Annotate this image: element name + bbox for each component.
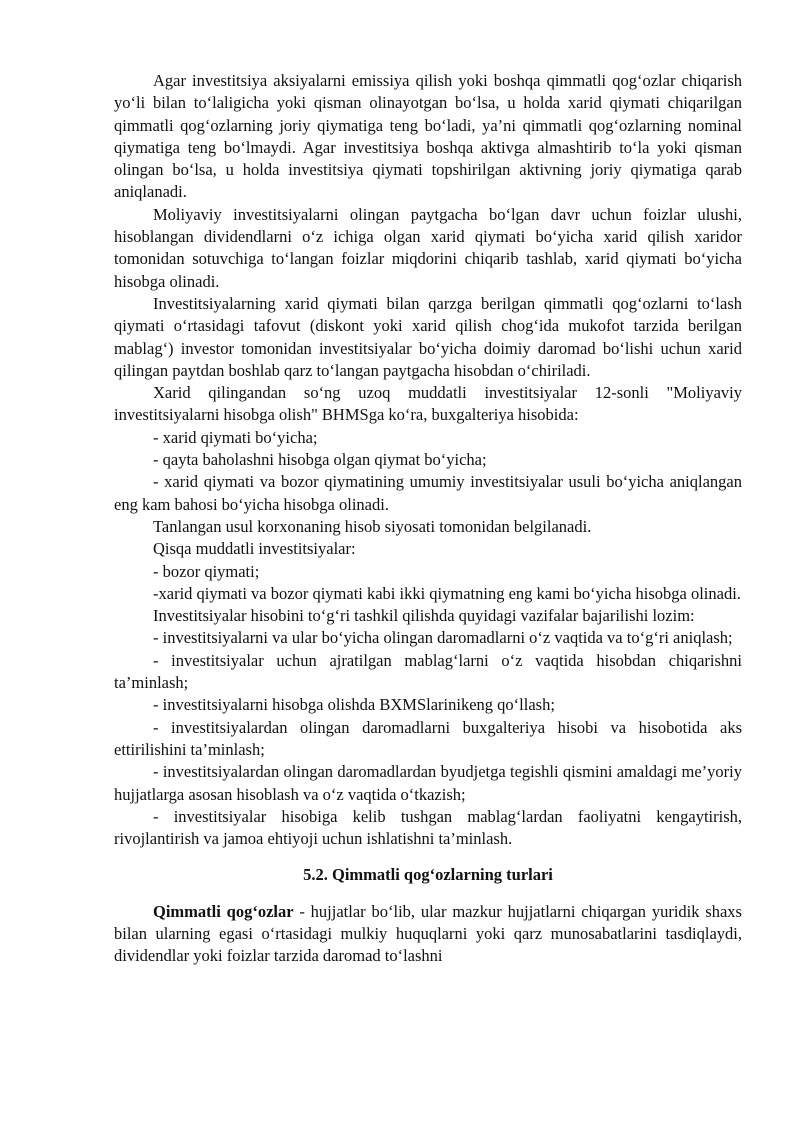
- paragraph: Qisqa muddatli investitsiyalar:: [153, 539, 356, 559]
- definition-paragraph: [114, 901, 742, 968]
- paragraph: Moliyaviy investitsiyalarni olingan paytgacha bo‘lgan davr uchun foizlar ulushi, hisoblangan dividendlarni o‘z ichiga olgan xarid qiymati bo‘yicha xarid qilish xaridor tomonidan sotuvchiga to‘langan foizlar miqdorini chiqarib tashlab, xarid qiymati bo‘yicha hisobga olinadi.: [114, 204, 742, 291]
- defined-term: Qimmatli qog‘ozlar: [153, 901, 294, 921]
- list-item: - xarid qiymati va bozor qiymatining umumiy investitsiyalar usuli bo‘yicha aniqlangan eng kam bahosi bo‘yicha hisobga olinadi.: [114, 472, 742, 514]
- document-page: [114, 70, 742, 968]
- section-heading: 5.2. Qimmatli qog‘ozlarning turlari: [303, 865, 553, 885]
- list-item: - investitsiyalar uchun ajratilgan mablag‘larni o‘z vaqtida hisobdan chiqarishni ta’minlash;: [114, 650, 742, 693]
- list-item: - investitsiyalardan olingan daromadlardan byudjetga tegishli qismini amaldagi me’yoriy hujjatlarga asosan hisoblash va o‘z vaqtida o‘tkazish;: [114, 762, 742, 804]
- paragraph: Xarid qilingandan so‘ng uzoq muddatli investitsiyalar 12-sonli "Moliyaviy investitsiyalarni hisobga olish" BHMSga ko‘ra, buxgalteriya hisobida:: [114, 383, 742, 425]
- list-item: -xarid qiymati va bozor qiymati kabi ikki qiymatning eng kami bo‘yicha hisobga olinadi.: [153, 583, 741, 603]
- list-item: - bozor qiymati;: [153, 561, 260, 581]
- list-item: - investitsiyalarni va ular bo‘yicha olingan daromadlarni o‘z vaqtida va to‘g‘ri aniqlash;: [153, 628, 733, 648]
- paragraph: Agar investitsiya aksiyalarni emissiya qilish yoki boshqa qimmatli qog‘ozlar chiqarish yo‘li bilan to‘laligicha yoki qisman olinayotgan bo‘lsa, u holda xarid qiymati chiqarilgan qimmatli qog‘ozlarning joriy qiymatiga teng bo‘ladi, ya’ni qimmatli qog‘ozlarning nominal qiymatiga teng bo‘lmaydi. Agar investitsiya boshqa aktivga almashtirib to‘la yoki qisman olingan bo‘lsa, u holda investitsiya qiymati topshirilgan aktivning joriy qiymatiga qarab aniqlanadi.: [114, 71, 742, 202]
- paragraph: Investitsiyalar hisobini to‘g‘ri tashkil qilishda quyidagi vazifalar bajarilishi lozim:: [153, 606, 695, 626]
- list-item: - xarid qiymati bo‘yicha;: [153, 427, 318, 447]
- paragraph: Tanlangan usul korxonaning hisob siyosati tomonidan belgilanadi.: [153, 516, 592, 536]
- list-item: - investitsiyalardan olingan daromadlarni buxgalteriya hisobi va hisobotida aks ettirilishini ta’minlash;: [114, 717, 742, 759]
- definition-text: - hujjatlar bo‘lib, ular mazkur hujjatlarni chiqargan yuridik shaxs bilan ularning egasi o‘rtasidagi mulkiy huquqlarni yoki qarz munosabatlarini tasdiqlaydi, dividendlar yoki foizlar tarzida daromad to‘lashni: [114, 901, 742, 966]
- list-item: - investitsiyalarni hisobga olishda BXMSlarinikeng qo‘llash;: [153, 695, 555, 715]
- list-item: - qayta baholashni hisobga olgan qiymat bo‘yicha;: [153, 450, 487, 470]
- paragraph: Investitsiyalarning xarid qiymati bilan qarzga berilgan qimmatli qog‘ozlarni to‘lash qiymati o‘rtasidagi tafovut (diskont yoki xarid qilish chog‘ida mukofot tarzida berilgan mablag‘) investor tomonidan investitsiyalar bo‘yicha doimiy daromad bo‘lishi uchun xarid qilingan paytdan boshlab qarz to‘langan paytgacha hisobdan o‘chiriladi.: [114, 293, 742, 380]
- list-item: - investitsiyalar hisobiga kelib tushgan mablag‘lardan faoliyatni kengaytirish, rivojlantirish va jamoa ehtiyoji uchun ishlatishni ta’minlash.: [114, 806, 742, 849]
